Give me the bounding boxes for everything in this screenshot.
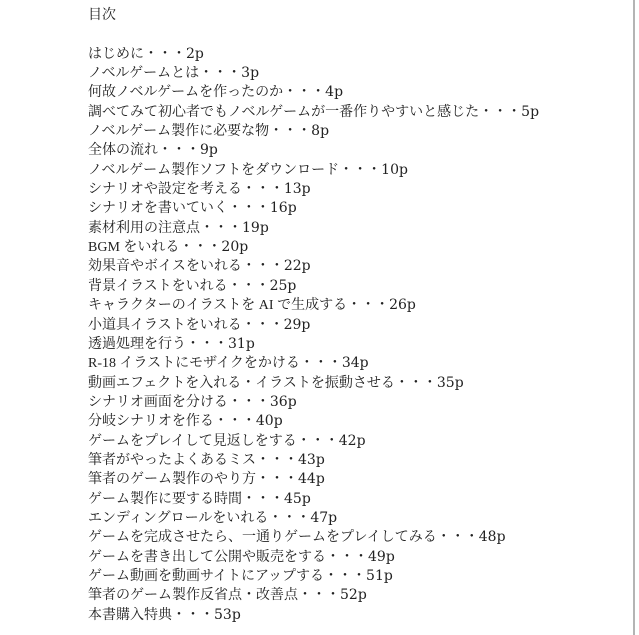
toc-item-page: 35p	[436, 374, 464, 391]
toc-item-page: 31p	[228, 335, 255, 352]
toc-item	[88, 567, 608, 586]
toc-item-label: 筆者がやったよくあるミス	[88, 452, 256, 468]
toc-item-page: 2p	[186, 45, 204, 62]
toc-item-label: 効果音やボイスをいれる	[88, 259, 242, 275]
toc-item-label: 分岐シナリオを作る	[88, 414, 214, 430]
toc-leader-dots: ・・・	[296, 433, 339, 449]
toc-item-label: ノベルゲームとは	[88, 66, 200, 82]
toc-item-label: ノベルゲーム製作に必要な物	[88, 124, 270, 140]
toc-item-label: 何故ノベルゲームを作ったのか	[88, 85, 284, 101]
toc-item	[88, 335, 608, 354]
toc-item-label: ゲームを完成させたら、一通りゲームをプレイしてみる	[88, 530, 437, 546]
toc-item-label: 小道具イラストをいれる	[88, 317, 242, 333]
toc-item-page: 25p	[269, 277, 297, 294]
toc-item	[88, 412, 608, 431]
toc-item	[88, 122, 608, 141]
toc-leader-dots: ・・・	[268, 510, 311, 526]
toc-item-page: 20p	[221, 239, 249, 256]
toc-item-page: 16p	[269, 200, 297, 217]
toc-item-label: 全体の流れ	[88, 143, 158, 159]
toc-item-page: 10p	[381, 161, 408, 178]
toc-item	[88, 180, 608, 199]
toc-leader-dots: ・・・	[298, 588, 340, 604]
toc-item-page: 40p	[255, 413, 283, 430]
toc-item-page: 45p	[284, 490, 311, 507]
toc-item	[88, 141, 608, 160]
toc-item	[88, 45, 608, 64]
toc-leader-dots: ・・・	[227, 278, 270, 294]
toc-item-page: 19p	[242, 219, 269, 236]
toc-item-label: はじめに	[88, 46, 144, 62]
toc-leader-dots: ・・・	[339, 162, 382, 178]
toc-item-page: 44p	[298, 471, 325, 488]
toc-item-label: 筆者のゲーム製作反省点・改善点	[88, 588, 298, 604]
toc-leader-dots: ・・・	[200, 220, 242, 236]
toc-item-label: シナリオや設定を考える	[88, 182, 242, 198]
toc-item	[88, 103, 608, 122]
toc-item-page: 52p	[340, 587, 367, 604]
toc-leader-dots: ・・・	[227, 201, 270, 217]
toc-item-page: 3p	[241, 65, 260, 82]
toc-item-page: 36p	[269, 393, 297, 410]
toc-item-page: 9p	[200, 142, 218, 159]
toc-item-label: ゲーム動画を動画サイトにアップする	[88, 568, 325, 584]
toc-item-label: 本書購入特典	[88, 607, 172, 623]
toc-item	[88, 296, 608, 315]
toc-item	[88, 509, 608, 528]
toc-leader-dots: ・・・	[242, 491, 284, 507]
toc-leader-dots: ・・・	[199, 66, 242, 82]
toc-item-page: 42p	[338, 432, 366, 449]
toc-item	[88, 161, 608, 180]
toc-item	[88, 432, 608, 451]
toc-item-label: エンディングロールをいれる	[88, 510, 269, 526]
toc-item	[88, 451, 608, 470]
toc-item-label: シナリオを書いていく	[88, 201, 228, 217]
toc-leader-dots: ・・・	[256, 452, 298, 468]
toc-leader-dots: ・・・	[144, 46, 186, 62]
toc-item-label: 透過処理を行う	[88, 336, 186, 352]
toc-item-page: 48p	[478, 529, 506, 546]
toc-leader-dots: ・・・	[241, 182, 284, 198]
toc-item	[88, 548, 608, 567]
toc-item-label: BGM をいれる	[88, 240, 180, 256]
table-of-contents	[88, 6, 608, 625]
toc-item-label: ノベルゲーム製作ソフトをダウンロード	[88, 162, 340, 178]
toc-leader-dots: ・・・	[158, 143, 200, 159]
toc-item	[88, 586, 608, 605]
toc-item-page: 43p	[298, 451, 325, 468]
toc-leader-dots: ・・・	[394, 375, 437, 391]
toc-item	[88, 219, 608, 238]
toc-item-page: 26p	[389, 297, 416, 314]
toc-item	[88, 393, 608, 412]
toc-leader-dots: ・・・	[256, 472, 298, 488]
toc-leader-dots: ・・・	[172, 607, 214, 623]
toc-item-label: シナリオ画面を分ける	[88, 394, 228, 410]
toc-leader-dots: ・・・	[186, 336, 228, 352]
toc-leader-dots: ・・・	[326, 549, 368, 565]
toc-item-page: 51p	[366, 567, 393, 584]
toc-leader-dots: ・・・	[241, 317, 284, 333]
toc-item	[88, 528, 608, 547]
toc-item-page: 29p	[283, 316, 311, 333]
toc-item-label: キャラクターのイラストを AI で生成する	[88, 298, 348, 314]
toc-item	[88, 374, 608, 393]
toc-item-page: 4p	[325, 84, 344, 101]
toc-item-label: 動画エフェクトを入れる・イラストを振動させる	[88, 375, 395, 391]
toc-item-label: 背景イラストをいれる	[88, 278, 228, 294]
toc-leader-dots: ・・・	[241, 259, 284, 275]
toc-leader-dots: ・・・	[299, 356, 342, 372]
toc-leader-dots: ・・・	[227, 394, 270, 410]
toc-item	[88, 83, 608, 102]
toc-leader-dots: ・・・	[479, 104, 522, 120]
toc-item-label: 素材利用の注意点	[88, 220, 200, 236]
toc-item-label: 筆者のゲーム製作のやり方	[88, 472, 256, 488]
toc-leader-dots: ・・・	[179, 240, 222, 256]
toc-item	[88, 277, 608, 296]
toc-item	[88, 354, 608, 373]
toc-item	[88, 257, 608, 276]
toc-item	[88, 606, 608, 625]
toc-item-page: 8p	[311, 123, 330, 140]
toc-item-page: 22p	[283, 258, 311, 275]
toc-item-page: 34p	[341, 355, 369, 372]
toc-item-label: 調べてみて初心者でもノベルゲームが一番作りやすいと感じた	[88, 104, 480, 120]
toc-heading: 目次	[88, 8, 116, 23]
toc-item-page: 5p	[521, 103, 540, 120]
toc-item-label: ゲームを書き出して公開や販売をする	[88, 549, 326, 565]
toc-leader-dots: ・・・	[324, 568, 367, 584]
toc-item-label: R-18 イラストにモザイクをかける	[88, 356, 300, 372]
blank-line	[88, 25, 608, 44]
toc-leader-dots: ・・・	[213, 414, 256, 430]
toc-item-page: 47p	[310, 509, 338, 526]
toc-item	[88, 64, 608, 83]
toc-item-label: ゲーム製作に要する時間	[88, 491, 242, 507]
toc-item	[88, 199, 608, 218]
toc-leader-dots: ・・・	[269, 124, 312, 140]
page-right-edge-line	[633, 0, 635, 635]
toc-leader-dots: ・・・	[283, 85, 326, 101]
toc-item	[88, 490, 608, 509]
toc-leader-dots: ・・・	[347, 298, 390, 314]
toc-item	[88, 316, 608, 335]
toc-item-label: ゲームをプレイして見返しをする	[88, 433, 297, 449]
toc-item-page: 13p	[283, 181, 311, 198]
toc-item	[88, 470, 608, 489]
toc-item	[88, 238, 608, 257]
toc-leader-dots: ・・・	[436, 530, 479, 546]
toc-item-page: 49p	[368, 548, 395, 565]
toc-item-page: 53p	[214, 606, 241, 623]
